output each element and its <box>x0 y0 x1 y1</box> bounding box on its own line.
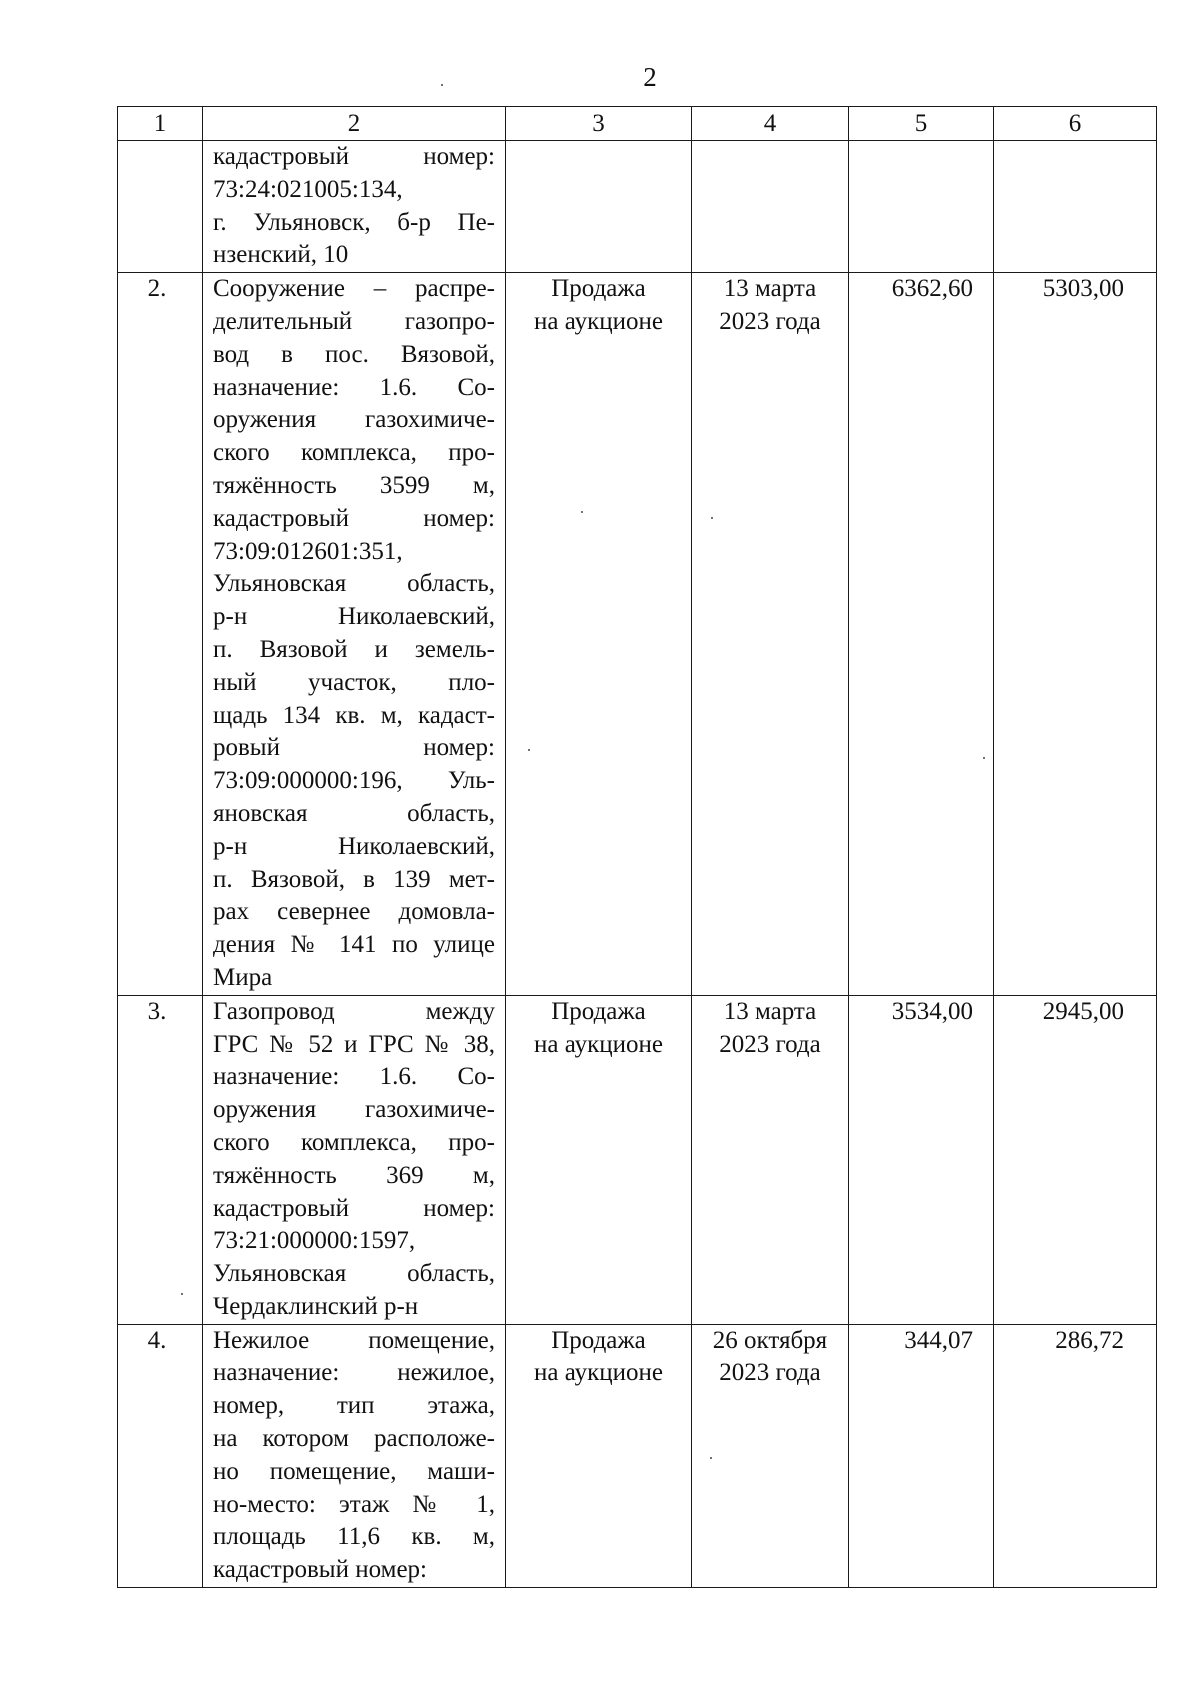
sale-date-line: 2023 года <box>719 1030 821 1058</box>
description-line: кадастровый номер: <box>213 143 495 170</box>
scan-speck <box>581 511 583 513</box>
row-number <box>118 141 203 273</box>
description-line: яновская область, <box>213 799 495 827</box>
description-line: 73:24:021005:134, <box>213 175 403 203</box>
description-line: делительный газопро- <box>213 307 495 335</box>
amount-column-5: 6362,60 <box>849 273 994 996</box>
description-line: р-н Николаевский, <box>213 603 495 631</box>
sale-method <box>506 141 692 273</box>
amount-column-6 <box>994 141 1157 273</box>
description-line: Ульяновская область, <box>213 1260 495 1288</box>
sale-method <box>506 1324 692 1587</box>
column-header: 6 <box>994 107 1157 141</box>
description-line: Сооружение – распре- <box>213 275 495 303</box>
page-number: 2 <box>643 62 657 92</box>
description-line: ровый номер: <box>213 734 495 762</box>
sale-method-line: на аукционе <box>534 1359 663 1387</box>
amount-column-6: 5303,00 <box>994 273 1157 996</box>
sale-date-line: 2023 года <box>719 307 821 335</box>
property-description <box>203 995 506 1324</box>
description-line: дения № 141 по улице <box>213 931 495 959</box>
description-line: оружения газохимиче- <box>213 1096 495 1124</box>
description-line: кадастровый номер: <box>213 1556 428 1584</box>
sale-method <box>506 995 692 1324</box>
row-number: 4. <box>118 1324 203 1587</box>
column-header: 3 <box>506 107 692 141</box>
description-line: назначение: 1.6. Со- <box>213 373 495 401</box>
description-line: кадастровый номер: <box>213 1194 495 1222</box>
description-line: вод в пос. Вязовой, <box>213 340 495 368</box>
sale-date-line: 26 октября <box>712 1326 828 1354</box>
description-line: нзенский, 10 <box>213 241 349 269</box>
sale-date <box>692 141 849 273</box>
sale-date <box>692 273 849 996</box>
description-line: п. Вязовой, в 139 мет- <box>213 865 495 893</box>
sale-date <box>692 1324 849 1587</box>
table-row <box>118 1324 1157 1587</box>
description-line: на котором расположе- <box>213 1425 495 1453</box>
sale-method-line: Продажа <box>551 275 646 303</box>
description-line: кадастровый номер: <box>213 504 495 532</box>
description-line: Газопровод между <box>213 997 495 1025</box>
description-line: Мира <box>213 963 273 991</box>
sale-method-line: Продажа <box>551 1326 646 1354</box>
description-line: 73:21:000000:1597, <box>213 1227 416 1255</box>
description-line: но помещение, маши- <box>213 1457 495 1485</box>
description-line: Чердаклинский р-н <box>213 1292 419 1320</box>
description-line: р-н Николаевский, <box>213 832 495 860</box>
scan-speck <box>181 1293 183 1295</box>
description-line: оружения газохимиче- <box>213 406 495 434</box>
column-header: 5 <box>849 107 994 141</box>
amount-column-5 <box>849 141 994 273</box>
property-description <box>203 273 506 996</box>
description-line: площадь 11,6 кв. м, <box>213 1523 495 1551</box>
column-header: 4 <box>692 107 849 141</box>
description-line: тяжённость 369 м, <box>213 1161 495 1189</box>
description-line: ГРС № 52 и ГРС № 38, <box>213 1030 495 1058</box>
property-description <box>203 1324 506 1587</box>
description-line: рах севернее домовла- <box>213 898 495 926</box>
amount-column-5: 3534,00 <box>849 995 994 1324</box>
description-line: Нежилое помещение, <box>213 1326 495 1354</box>
description-line: ный участок, пло- <box>213 668 495 696</box>
row-number: 3. <box>118 995 203 1324</box>
description-line: г. Ульяновск, б-р Пе- <box>213 208 495 236</box>
scan-speck <box>710 1457 712 1459</box>
description-line: п. Вязовой и земель- <box>213 635 495 663</box>
description-line: ского комплекса, про- <box>213 1128 495 1156</box>
description-line: тяжённость 3599 м, <box>213 471 495 499</box>
sale-date <box>692 995 849 1324</box>
scan-speck <box>528 749 530 751</box>
description-line: 73:09:000000:196, Уль- <box>213 767 495 795</box>
sale-date-line: 2023 года <box>719 1359 821 1387</box>
description-line: но-место: этаж № 1, <box>213 1490 495 1518</box>
sale-method <box>506 273 692 996</box>
scan-speck <box>983 757 985 759</box>
amount-column-6: 2945,00 <box>994 995 1157 1324</box>
sale-method-line: на аукционе <box>534 1030 663 1058</box>
description-line: назначение: 1.6. Со- <box>213 1063 495 1091</box>
description-line: номер, тип этажа, <box>213 1392 495 1420</box>
description-line: ского комплекса, про- <box>213 439 495 467</box>
description-line: назначение: нежилое, <box>213 1359 495 1387</box>
description-line: Ульяновская область, <box>213 570 495 598</box>
description-line: щадь 134 кв. м, кадаст- <box>213 701 495 729</box>
scan-speck <box>441 84 443 86</box>
table-header-row <box>118 107 1157 141</box>
sale-date-line: 13 марта <box>723 997 817 1025</box>
sale-method-line: на аукционе <box>534 307 663 335</box>
property-description <box>203 141 506 273</box>
column-header: 2 <box>203 107 506 141</box>
scan-speck <box>711 517 713 519</box>
column-header: 1 <box>118 107 203 141</box>
amount-column-5: 344,07 <box>849 1324 994 1587</box>
amount-column-6: 286,72 <box>994 1324 1157 1587</box>
description-line: 73:09:012601:351, <box>213 537 403 565</box>
sale-method-line: Продажа <box>551 997 646 1025</box>
table-row <box>118 273 1157 996</box>
table-row <box>118 995 1157 1324</box>
table-row <box>118 141 1157 273</box>
sale-date-line: 13 марта <box>723 275 817 303</box>
property-table <box>117 106 1157 1588</box>
row-number: 2. <box>118 273 203 996</box>
